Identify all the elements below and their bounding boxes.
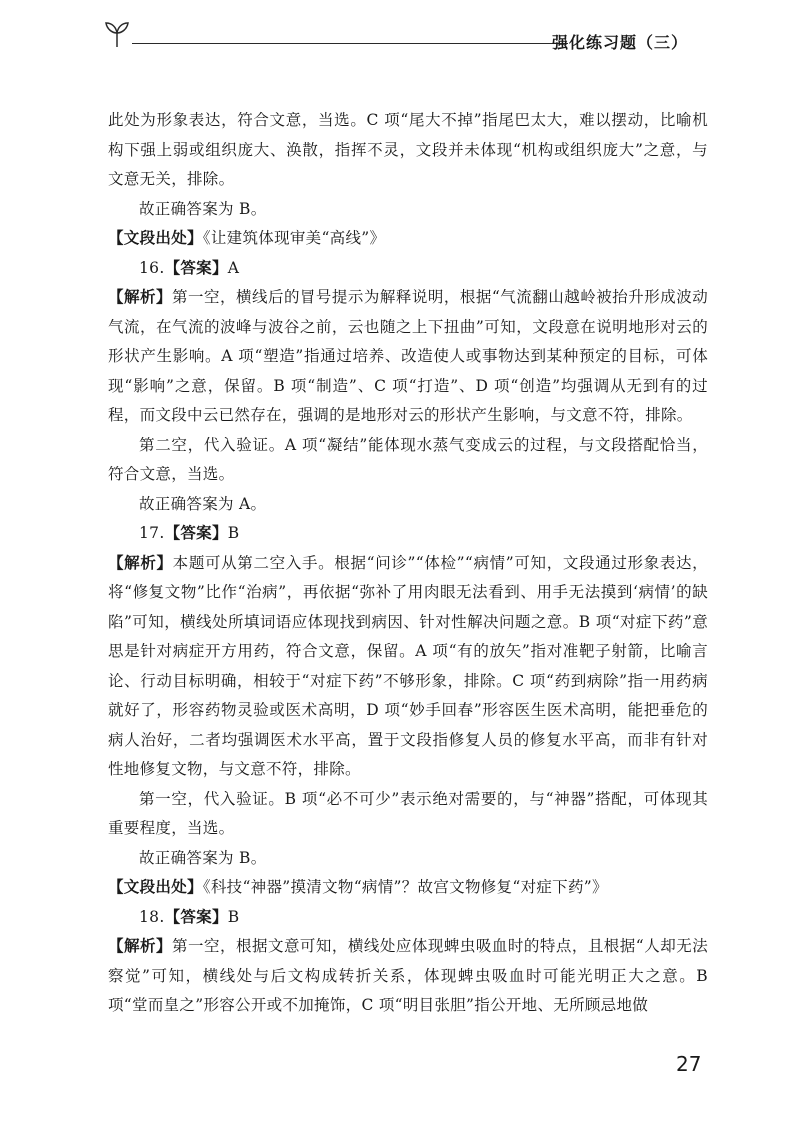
analysis-tag: 【解析】	[108, 553, 173, 572]
paragraph: 故正确答案为 A。	[139, 494, 267, 513]
page-number: 27	[676, 1052, 702, 1076]
paragraph: 此处为形象表达，符合文意，当选。C 项“尾大不掉”指尾巴太大，难以摆动，比喻机构下强上弱或组织庞大、涣散，指挥不灵，文段并未体现“机构或组织庞大”之意，与文意无关，排除。	[108, 111, 708, 188]
paragraph: 故正确答案为 B。	[139, 848, 267, 867]
question-number: 17.	[139, 524, 165, 542]
paragraph: 第一空，代入验证。B 项“必不可少”表示绝对需要的，与“神器”搭配，可体现其重要程度，当选。	[108, 789, 708, 837]
analysis-paragraph	[108, 549, 708, 785]
answer-value: B	[227, 907, 240, 926]
answer-line	[108, 254, 708, 284]
question-number: 18.	[139, 907, 165, 926]
source-text: 《让建筑体现审美“高线”》	[202, 229, 386, 247]
source-line	[108, 224, 708, 254]
question-number: 16.	[139, 258, 165, 277]
answer-tag: 【答案】	[164, 258, 228, 277]
paragraph: 故正确答案为 B。	[139, 199, 267, 218]
analysis-tag: 【解析】	[108, 937, 172, 955]
answer-tag: 【答案】	[164, 907, 228, 926]
page-header	[0, 0, 800, 80]
page-body	[108, 106, 708, 1021]
analysis-text: 第一空，根据文意可知，横线处应体现蜱虫吸血时的特点，且根据“人却无法察觉”可知，横线处与后文构成转折关系，体现蜱虫吸血时可能光明正大之意。B 项“堂而皇之”形容公开或不加掩饰，C 项“明目张胆”指公开地、无所顾忌地做	[108, 937, 708, 1014]
analysis-paragraph	[108, 932, 708, 1021]
source-tag: 【文段出处】	[108, 229, 203, 247]
paragraph: 第二空，代入验证。A 项“凝结”能体现水蒸气变成云的过程，与文段搭配恰当，符合文意，当选。	[108, 435, 708, 483]
answer-value: A	[227, 258, 240, 277]
section-title: 强化练习题（三）	[551, 33, 688, 52]
source-line	[108, 873, 708, 903]
analysis-paragraph	[108, 283, 708, 431]
answer-value: B	[227, 524, 240, 542]
analysis-tag: 【解析】	[108, 288, 172, 306]
answer-tag: 【答案】	[164, 524, 228, 542]
source-tag: 【文段出处】	[108, 878, 203, 896]
sprout-icon	[104, 20, 130, 48]
source-text: 《科技“神器”摸清文物“病情”？故宫文物修复“对症下药”》	[202, 878, 608, 896]
header-rule	[132, 43, 568, 44]
answer-line	[108, 519, 708, 549]
analysis-text: 第一空，横线后的冒号提示为解释说明，根据“气流翻山越岭被抬升形成波动气流，在气流的波峰与波谷之前，云也随之上下扭曲”可知，文段意在说明地形对云的形状产生影响。A 项“塑造”指通过培养、改造使人或事物达到某种预定的目标，可体现“影响”之意，保留。B 项“制造”、C 项“打造”、D 项“创造”均强调从无到有的过程，而文段中云已然存在，强调的是地形对云的形状产生影响，与文意不符，排除。	[108, 288, 708, 424]
answer-line	[108, 903, 708, 933]
analysis-text: 本题可从第二空入手。根据“问诊”“体检”“病情”可知，文段通过形象表达，将“修复文物”比作“治病”，再依据“弥补了用肉眼无法看到、用手无法摸到‘病情’的缺陷”可知，横线处所填词语应体现找到病因、针对性解决问题之意。B 项“对症下药”意思是针对病症开方用药，符合文意，保留。A 项“有的放矢”指对准靶子射箭，比喻言论、行动目标明确，相较于“对症下药”不够形象，排除。C 项“药到病除”指一用药病就好了，形容药物灵验或医术高明，D 项“妙手回春”形容医生医术高明，能把垂危的病人治好，二者均强调医术水平高，置于文段指修复人员的修复水平高，而非有针对性地修复文物，与文意不符，排除。	[108, 553, 708, 778]
